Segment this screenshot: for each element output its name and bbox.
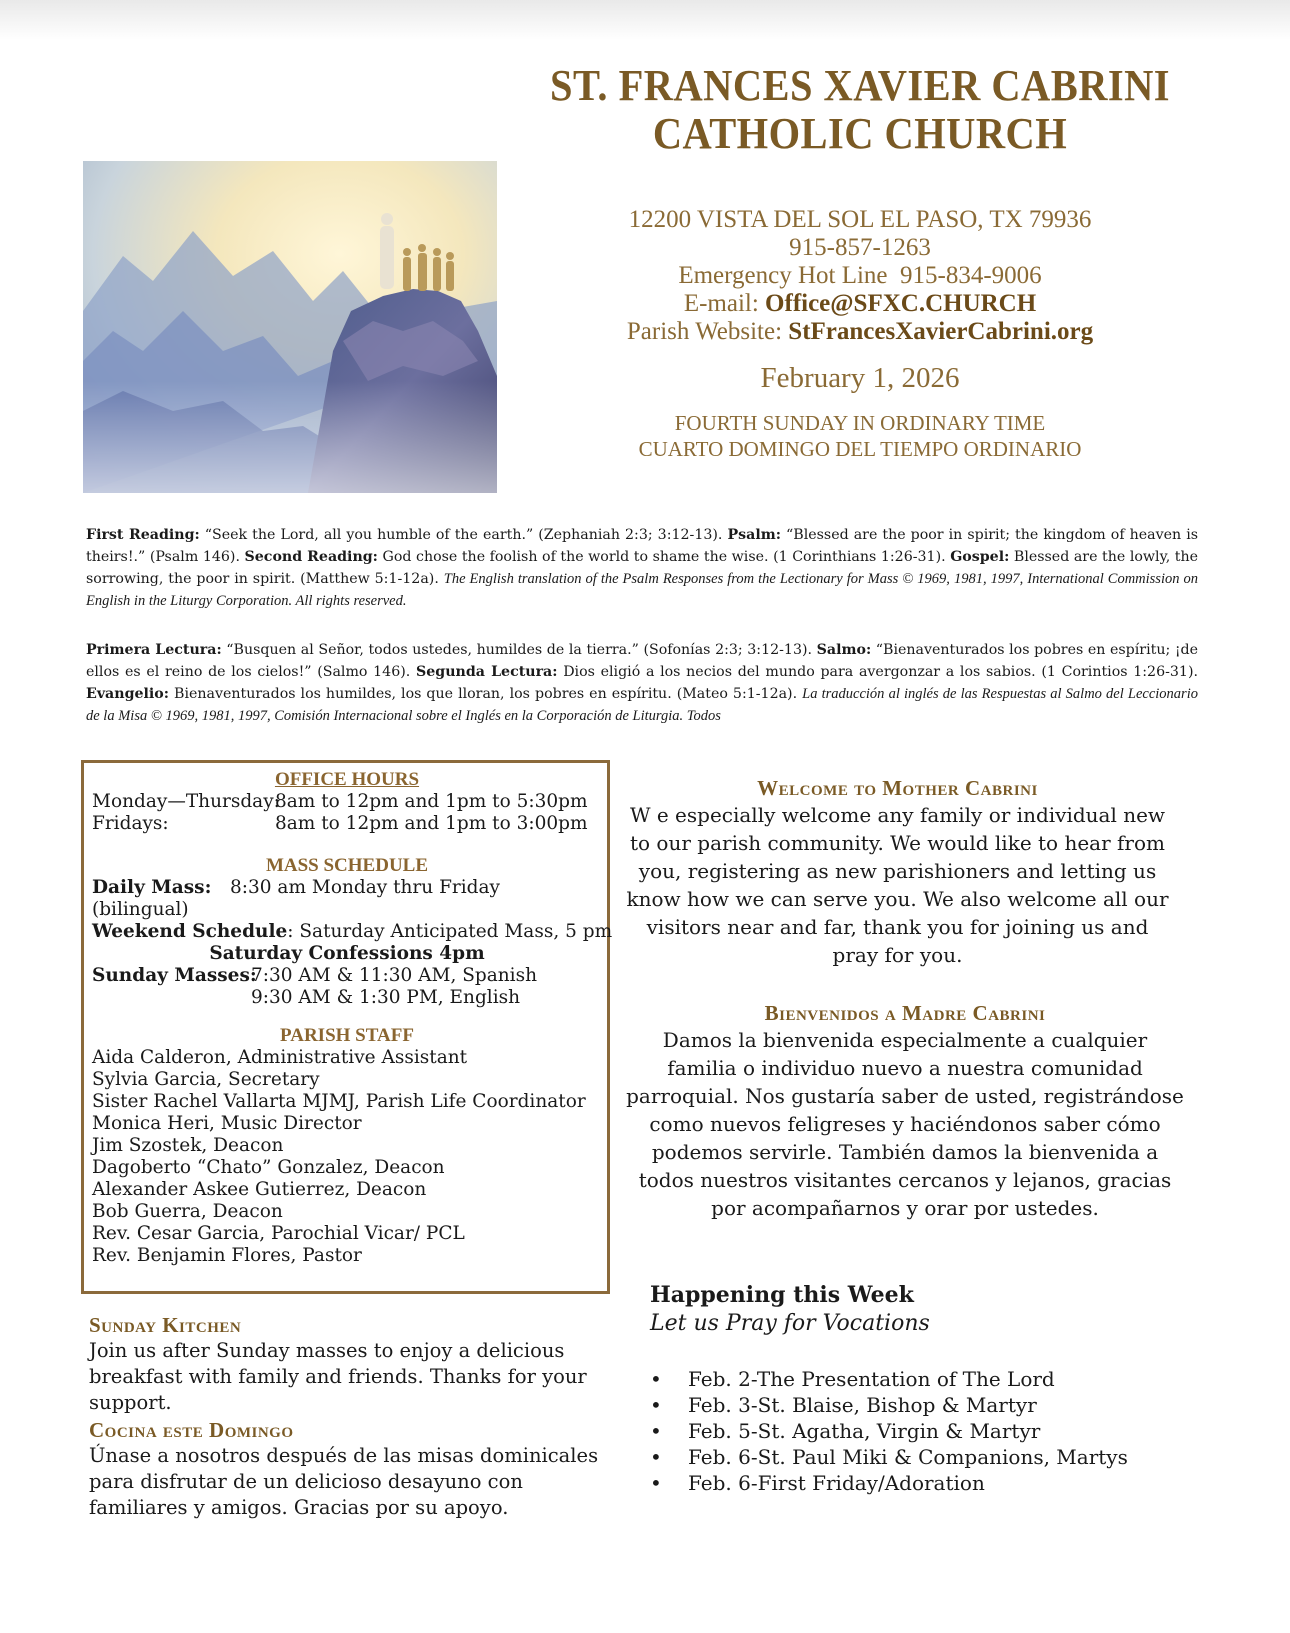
cocina-heading: Cocina este Domingo <box>89 1418 294 1442</box>
phone: 915-857-1263 <box>789 234 931 261</box>
liturgical-sunday <box>560 410 1160 462</box>
week-subheading: Let us Pray for Vocations <box>650 1311 930 1336</box>
list-item: • Feb. 6-St. Paul Miki & Companions, Martys <box>650 1444 1210 1470</box>
daily-mass-note: (bilingual) <box>92 899 189 920</box>
office-hours-heading: OFFICE HOURS <box>274 769 420 790</box>
bienvenidos-heading: Bienvenidos a Madre Cabrini <box>764 1001 1046 1025</box>
readings-english: First Reading: “Seek the Lord, all you humble of the earth.” (Zephaniah 2:3; 3:12-13). Psalm: “Blessed are the poor in spirit; the kingdom of heaven is theirs!.” (Psalm 146). Second Reading: God chose the foolish of the world to shame the wise. (1 Corinthians 1:26-31). Gospel: Blessed are the lowly, the sorrowing, the poor in spirit. (Matthew 5:1-12a). The English translation of the Psalm Responses from the Lectionary for Mass © 1969, 1981, 1997, International Commission on English in the Liturgy Corporation. All rights reserved. <box>86 527 1199 609</box>
sunday-es: CUARTO DOMINGO DEL TIEMPO ORDINARIO <box>638 437 1082 461</box>
sunday-en: FOURTH SUNDAY IN ORDINARY TIME <box>674 411 1046 435</box>
email-line: E-mail: Office@SFXC.CHURCH <box>683 290 1037 317</box>
happening-this-week <box>650 1280 1210 1496</box>
staff-member: Rev. Cesar Garcia, Parochial Vicar/ PCL <box>92 1223 465 1244</box>
parish-staff-heading: PARISH STAFF <box>280 1025 414 1046</box>
list-item: • Feb. 2-The Presentation of The Lord <box>650 1366 1210 1392</box>
saturday-confessions: Saturday Confessions 4pm <box>209 943 485 964</box>
staff-list <box>92 1047 602 1267</box>
welcome-section <box>625 776 1170 969</box>
weekend-schedule: Weekend Schedule: Saturday Anticipated Mass, 5 pm <box>92 921 613 942</box>
staff-member: Aida Calderon, Administrative Assistant <box>92 1047 468 1068</box>
cocina-text: Únase a nosotros después de las misas dominicales para disfrutar de un delicioso desayuno con familiares y amigos. Gracias por su apoyo. <box>89 1444 599 1519</box>
sunday-kitchen-section <box>89 1313 609 1521</box>
sunday-kitchen-text: Join us after Sunday masses to enjoy a delicious breakfast with family and friends. Thanks for your support. <box>89 1339 587 1414</box>
readings-spanish: Primera Lectura: “Busquen al Señor, todos ustedes, humildes de la tierra.” (Sofonías 2:3; 3:12-13). Salmo: “Bienaventurados los pobres en espíritu; ¡de ellos es el reino de los cielos!” (Salmo 146). Segunda Lectura: Dios eligió a los necios del mundo para avergonzar a los sabios. (1 Corintios 1:26-31). Evangelio: Bienaventurados los humildes, los que lloran, los pobres en espíritu. (Mateo 5:1-12a). La traducción al inglés de las Respuestas al Salmo del Leccionario de la Misa © 1969, 1981, 1997, Comisión Internacional sobre el Inglés en la Corporación de Liturgia. Todos <box>86 642 1199 724</box>
list-item: • Feb. 3-St. Blaise, Bishop & Martyr <box>650 1392 1210 1418</box>
week-heading: Happening this Week <box>650 1282 914 1308</box>
church-title <box>510 62 1209 158</box>
sunday-masses: Sunday Masses:7:30 AM & 11:30 AM, Spanish <box>92 965 538 986</box>
bulletin-date: February 1, 2026 <box>760 362 960 394</box>
sunday-masses-english: 9:30 AM & 1:30 PM, English <box>251 987 521 1008</box>
address: 12200 VISTA DEL SOL EL PASO, TX 79936 <box>628 206 1092 233</box>
office-info-box <box>81 760 613 1294</box>
top-shade <box>0 0 1290 40</box>
staff-member: Dagoberto “Chato” Gonzalez, Deacon <box>92 1157 445 1178</box>
staff-member: Rev. Benjamin Flores, Pastor <box>92 1245 362 1266</box>
welcome-text: W e especially welcome any family or individual new to our parish community. We would like to hear from you, registering as new parishioners and letting us know how we can serve you. We also welcome all our visitors near and far, thank you for joining us and pray for you. <box>626 803 1169 967</box>
bienvenidos-text: Damos la bienvenida especialmente a cualquier familia o individuo nuevo a nuestra comunidad parroquial. Nos gustaría saber de usted, registrándose como nuevos feligreses y haciéndonos saber cómo podemos servirle. También damos la bienvenida a todos nuestros visitantes cercanos y lejanos, gracias por acompañarnos y orar por ustedes. <box>626 1028 1184 1220</box>
emergency-line: Emergency Hot Line 915-834-9006 <box>678 262 1042 289</box>
daily-mass: Daily Mass: 8:30 am Monday thru Friday <box>92 877 500 898</box>
list-item: • Feb. 5-St. Agatha, Virgin & Martyr <box>650 1418 1210 1444</box>
office-hours-fri: Fridays: 8am to 12pm and 1pm to 3:00pm <box>92 813 588 834</box>
staff-member: Alexander Askee Gutierrez, Deacon <box>92 1179 427 1200</box>
staff-member: Bob Guerra, Deacon <box>92 1201 283 1222</box>
mass-schedule-heading: MASS SCHEDULE <box>265 855 429 876</box>
staff-member: Monica Heri, Music Director <box>92 1113 362 1134</box>
week-events <box>650 1366 1210 1496</box>
staff-member: Sister Rachel Vallarta MJMJ, Parish Life Coordinator <box>92 1091 586 1112</box>
website-line: Parish Website: StFrancesXavierCabrini.org <box>626 318 1094 345</box>
contact-block <box>560 206 1160 346</box>
office-hours-mon-thu: Monday—Thursday:8am to 12pm and 1pm to 5:30pm <box>92 791 588 812</box>
email-link[interactable]: Office@SFXC.CHURCH <box>765 290 1037 317</box>
staff-member: Sylvia Garcia, Secretary <box>92 1069 320 1090</box>
mountain-painting <box>83 161 497 493</box>
title-line-1: ST. FRANCES XAVIER CABRINI <box>549 61 1171 110</box>
title-line-2: CATHOLIC CHURCH <box>652 109 1068 158</box>
sunday-kitchen-heading: Sunday Kitchen <box>89 1313 242 1337</box>
staff-member: Jim Szostek, Deacon <box>92 1135 284 1156</box>
list-item: • Feb. 6-First Friday/Adoration <box>650 1470 1210 1496</box>
welcome-heading: Welcome to Mother Cabrini <box>757 776 1038 800</box>
bienvenidos-section <box>625 1001 1185 1222</box>
website-link[interactable]: StFrancesXavierCabrini.org <box>788 318 1094 345</box>
